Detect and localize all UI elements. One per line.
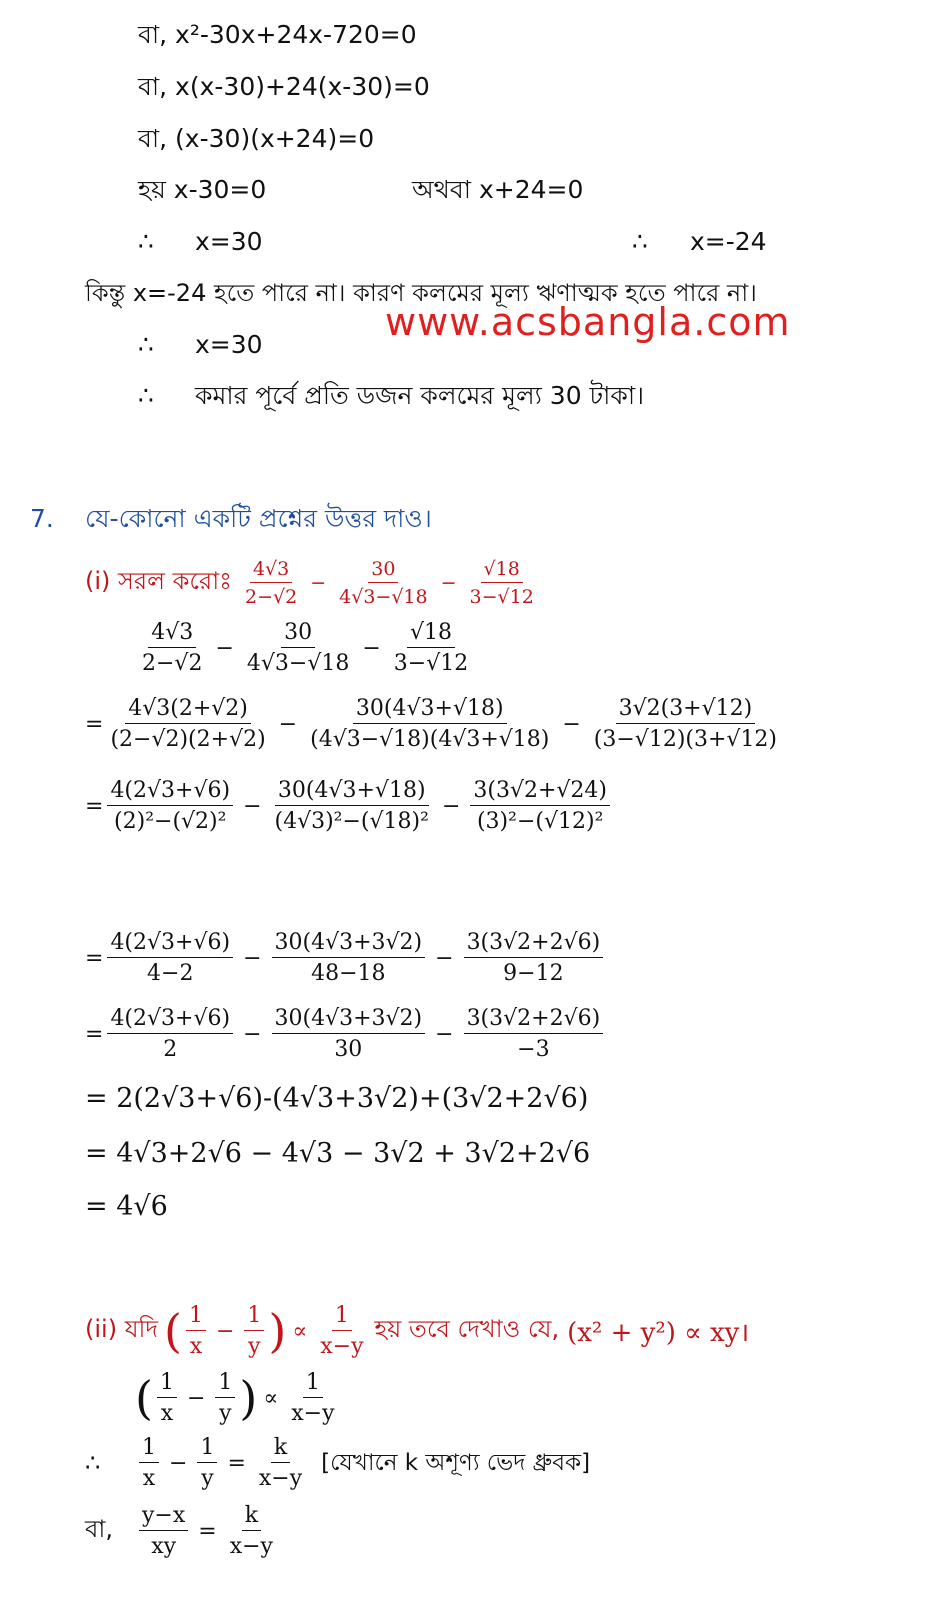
part-i-expression: $\frac{4√3}{2-√2}$ − $\frac{30}{4√3-√18}$ − $\frac{√18}{3-√12}$ (244, 558, 534, 608)
expression-restated: $\frac{4√3}{2-√2}$ − $\frac{30}{4√3-√18}$ − $\frac{√18}{3-√12}$ (142, 620, 469, 676)
therefore-symbol: ∴ (632, 227, 648, 256)
step-evaluate-denominators: = $\frac{4(2√3+√6)}{4-2}$ − $\frac{30(4√3+3√2)}{48-18}$ − $\frac{3(3√2+2√6)}{9-12}$ (85, 930, 607, 986)
equation-line-1: বা, x²-30x+24x-720=0 (138, 20, 417, 49)
therefore-symbol: ∴ (138, 330, 154, 359)
therefore-symbol: ∴ (138, 381, 154, 410)
final-answer: কমার পূর্বে প্রতি ডজন কলমের মূল্য 30 টাকা। (195, 381, 645, 410)
final-result: = 4√6 (85, 1191, 168, 1222)
proportion-with-constant: ∴ $\frac{1}{x}$ − $\frac{1}{y}$ = $\frac{k}{x-y}$ [যেখানে k অশূণ্য ভেদ ধ্রুবক] (85, 1435, 591, 1491)
step-combine: = 4√3+2√6 − 4√3 − 3√2 + 3√2+2√6 (85, 1138, 591, 1169)
equation-line-2: বা, x(x-30)+24(x-30)=0 (138, 72, 430, 101)
equation-line-3: বা, (x-30)(x+24)=0 (138, 124, 375, 153)
equation-case-2: অথবা x+24=0 (412, 175, 584, 204)
step-simplified-denominators: = $\frac{4(2√3+√6)}{2}$ − $\frac{30(4√3+3√2)}{30}$ − $\frac{3(3√2+2√6)}{-3}$ (85, 1006, 607, 1062)
part-ii-connector: হয় তবে দেখাও যে, (374, 1315, 560, 1343)
cross-step: বা, $\frac{y-x}{xy}$ = $\frac{k}{x-y}$ (85, 1503, 273, 1559)
given-proportion: ( $\frac{1}{x}$ − $\frac{1}{y}$ ) ∝ $\frac{1}{x-y}$ (135, 1370, 335, 1426)
watermark: www.acsbangla.com (385, 300, 791, 344)
equation-case-1: হয় x-30=0 (138, 175, 267, 204)
therefore-symbol: ∴ (138, 227, 154, 256)
part-i-label: (i) সরল করোঃ (85, 567, 232, 595)
question-heading: যে-কোনো একটি প্রশ্নের উত্তর দাও। (85, 504, 432, 533)
solution-x-minus-24: x=-24 (690, 227, 767, 256)
part-ii-claim: (x² + y²) ∝ xy। (567, 1318, 750, 1348)
step-difference-of-squares: = $\frac{4(2√3+√6)}{\text{(2)²−(√2)²}}$ − $\frac{30(4√3+√18)}{\text{(4√3)²−(√18)²}}$ − $\frac{3(3√2+√24)}{\text{(3)²−(√12)²}}$ (85, 778, 614, 834)
solution-x-30: x=30 (195, 227, 263, 256)
step-expand: = 2(2√3+√6)-(4√3+3√2)+(3√2+2√6) (85, 1083, 589, 1114)
step-rationalize: = $\frac{4√3(2+√2)}{(2-√2)(2+√2)}$ − $\frac{30(4√3+√18)}{(4√3-√18)(4√3+√18)}$ − $\frac{3√2(3+√12)}{(3-√12)(3+√12)}$ (85, 696, 778, 752)
question-number: 7. (30, 504, 54, 533)
part-ii-prompt: (ii) যদি ( $\frac{1}{x}$ − $\frac{1}{y}$ ) ∝ $\frac{1}{x-y}$ হয় তবে দেখাও যে, (x² + y²) ∝ xy। (85, 1303, 750, 1359)
part-ii-label: (ii) যদি (85, 1315, 158, 1343)
part-i-prompt (85, 558, 541, 608)
constant-note: [যেখানে k অশূণ্য ভেদ ধ্রুবক] (321, 1449, 591, 1476)
solution-x-30: x=30 (195, 330, 263, 359)
rejection-reason: কিন্তু x=-24 হতে পারে না। কারণ কলমের মূল্য ঋণাত্মক হতে পারে না। (85, 279, 757, 307)
